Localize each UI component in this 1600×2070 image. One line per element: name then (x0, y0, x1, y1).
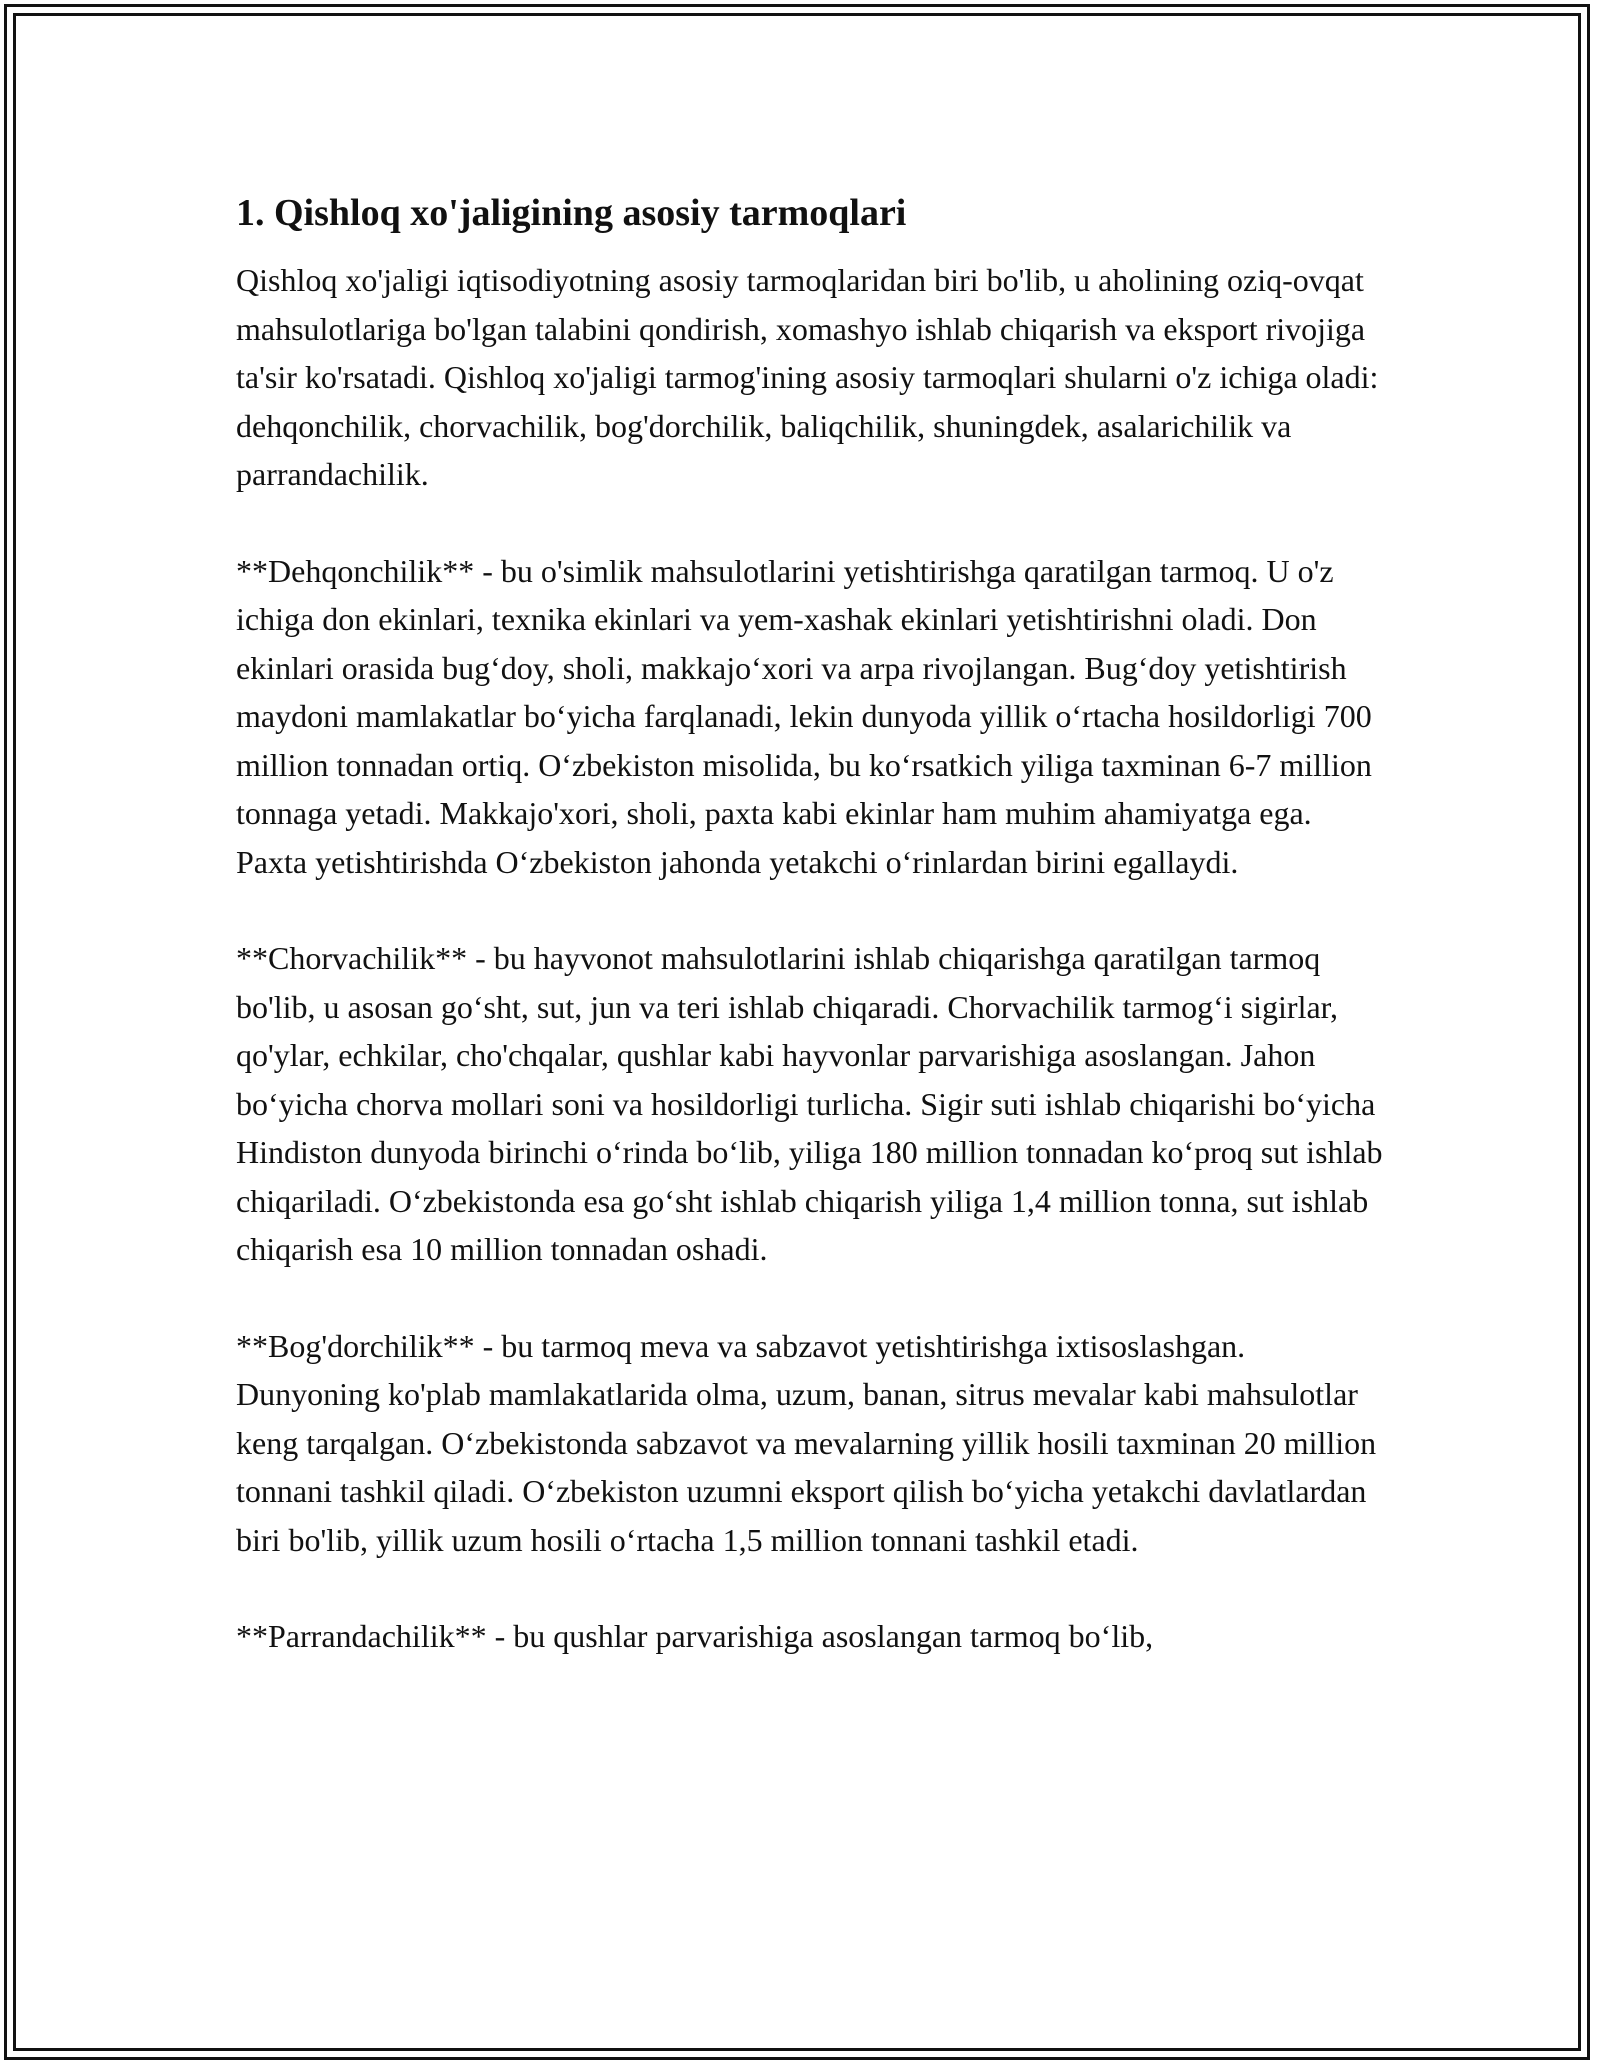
section-heading: 1. Qishloq xo'jaligining asosiy tarmoqlari (236, 192, 907, 234)
document-body (236, 188, 1386, 1709)
paragraph-parrandachilik: **Parrandachilik** - bu qushlar parvarishiga asoslangan tarmoq bo‘lib, (236, 1618, 1154, 1654)
paragraph-chorvachilik: **Chorvachilik** - bu hayvonot mahsulotlarini ishlab chiqarishga qaratilgan tarmoq bo'lib, u asosan go‘sht, sut, jun va teri ishlab chiqaradi. Chorvachilik tarmog‘i sigirlar, qo'ylar, echkilar, cho'chqalar, qushlar kabi hayvonlar parvarishiga asoslangan. Jahon bo‘yicha chorva mollari soni va hosildorligi turlicha. Sigir suti ishlab chiqarishi bo‘yicha Hindiston dunyoda birinchi o‘rinda bo‘lib, yiliga 180 million tonnadan ko‘proq sut ishlab chiqariladi. O‘zbekistonda esa go‘sht ishlab chiqarish yiliga 1,4 million tonna, sut ishlab chiqarish esa 10 million tonnadan oshadi. (236, 940, 1383, 1267)
paragraph-intro: Qishloq xo'jaligi iqtisodiyotning asosiy tarmoqlaridan biri bo'lib, u aholining oziq-ovqat mahsulotlariga bo'lgan talabini qondirish, xomashyo ishlab chiqarish va eksport rivojiga ta'sir ko'rsatadi. Qishloq xo'jaligi tarmog'ining asosiy tarmoqlari shularni o'z ichiga oladi: dehqonchilik, chorvachilik, bog'dorchilik, baliqchilik, shuningdek, asalarichilik va parrandachilik. (236, 262, 1379, 492)
paragraph-bogdorchilik: **Bog'dorchilik** - bu tarmoq meva va sabzavot yetishtirishga ixtisoslashgan. Dunyoning ko'plab mamlakatlarida olma, uzum, banan, sitrus mevalar kabi mahsulotlar keng tarqalgan. O‘zbekistonda sabzavot va mevalarning yillik hosili taxminan 20 million tonnani tashkil qiladi. O‘zbekiston uzumni eksport qilish bo‘yicha yetakchi davlatlardan biri bo'lib, yillik uzum hosili o‘rtacha 1,5 million tonnani tashkil etadi. (236, 1327, 1377, 1558)
paragraph-dehqonchilik: **Dehqonchilik** - bu o'simlik mahsulotlarini yetishtirishga qaratilgan tarmoq. U o'z ichiga don ekinlari, texnika ekinlari va yem-xashak ekinlari yetishtirishni oladi. Don ekinlari orasida bug‘doy, sholi, makkajo‘xori va arpa rivojlangan. Bug‘doy yetishtirish maydoni mamlakatlar bo‘yicha farqlanadi, lekin dunyoda yillik o‘rtacha hosildorligi 700 million tonnadan ortiq. O‘zbekiston misolida, bu ko‘rsatkich yiliga taxminan 6-7 million tonnaga yetadi. Makkajo'xori, sholi, paxta kabi ekinlar ham muhim ahamiyatga ega. Paxta yetishtirishda O‘zbekiston jahonda yetakchi o‘rinlardan birini egallaydi. (236, 552, 1372, 880)
